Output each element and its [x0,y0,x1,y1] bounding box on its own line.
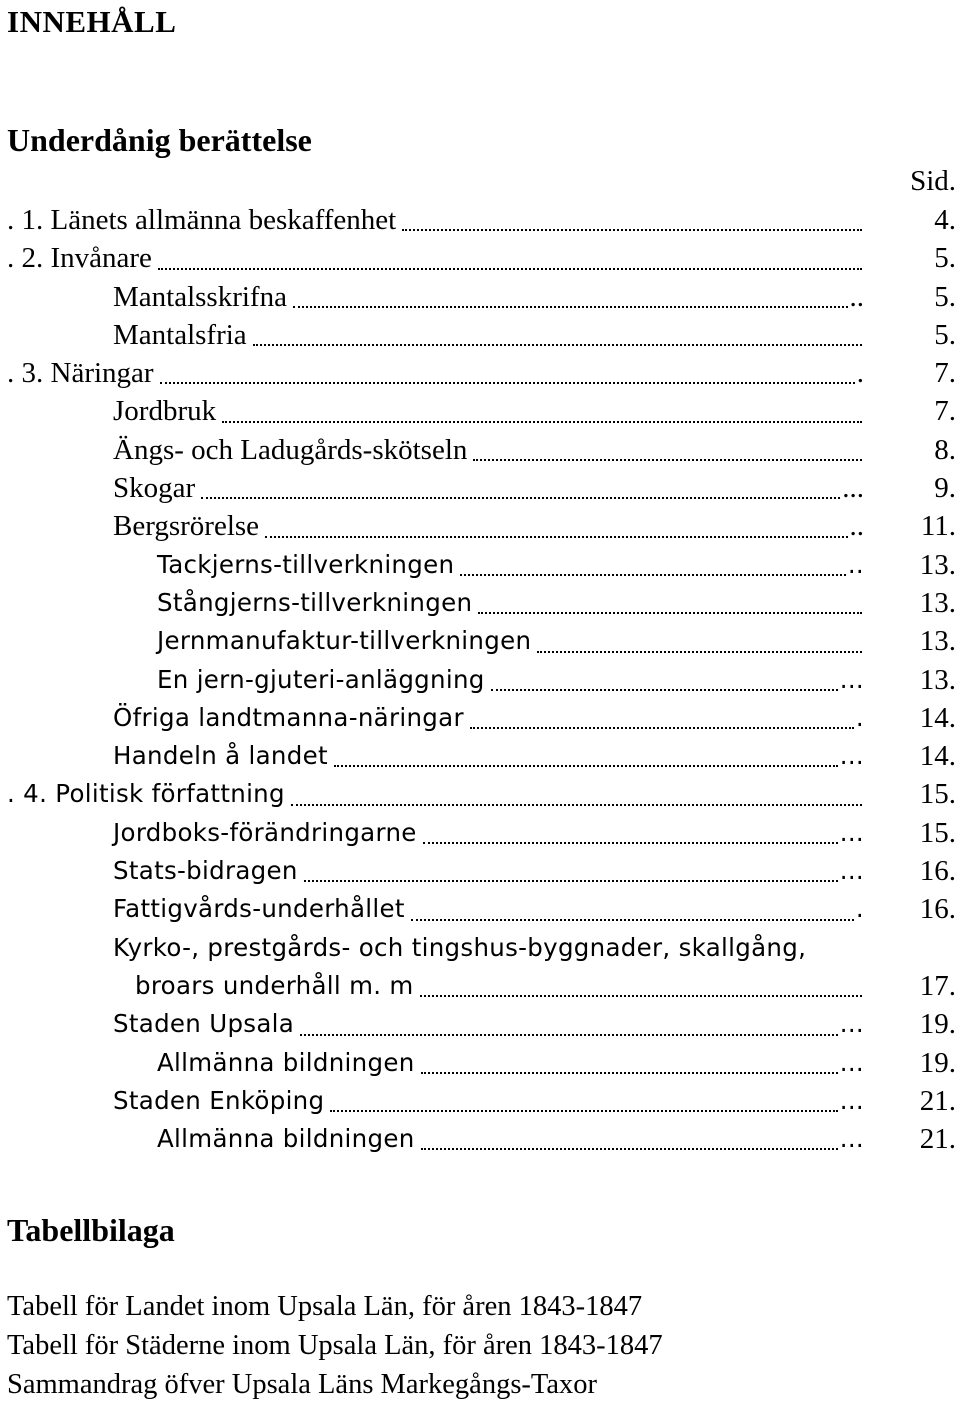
toc-label: Handeln å landet [113,741,328,771]
toc-label: Jordboks-förändringarne [113,817,417,847]
dot-leader [291,802,862,806]
dot-leader [473,457,862,461]
toc-label: . 2. Invånare [7,242,152,275]
toc-row[interactable]: Öfriga landtmanna-näringar . 14. [0,699,960,737]
toc-page-number: 15. [919,816,956,849]
toc-label: Bergsrörelse [113,510,260,543]
dot-leader [421,1146,838,1150]
dot-leader [334,763,838,767]
toc-label: Fattigvårds-underhållet [113,894,405,924]
toc-label: Stångjerns-tillverkningen [157,587,473,617]
toc-page-number: 11. [920,510,956,543]
toc-row[interactable]: . 3. Näringar . 7. [0,354,960,392]
dot-leader [330,1108,837,1112]
toc-page-number: 14. [919,701,956,734]
appendix-item[interactable]: Sammandrag öfver Upsala Läns Markegångs-Taxor [7,1369,597,1400]
toc-label: Staden Upsala [113,1009,295,1039]
toc-page-number: 13. [919,663,956,696]
toc-label: Skogar [113,472,196,505]
toc-page-number: 13. [919,548,956,581]
dot-leader [158,266,862,270]
toc-page-number: 21. [919,1084,956,1117]
toc-label: Allmänna bildningen [157,1047,415,1077]
contents-heading: INNEHÅLL [7,4,177,39]
toc-row[interactable]: Fattigvårds-underhållet . 16. [0,890,960,928]
toc-label: Allmänna bildningen [157,1124,415,1154]
toc-page-number: 15. [919,778,956,811]
toc-row[interactable]: Allmänna bildningen ... 19. [0,1044,960,1082]
dot-leader [421,1070,838,1074]
toc-page-number: 19. [919,1008,956,1041]
toc-page-number: 5. [934,280,956,313]
toc-page-number: 7. [934,395,956,428]
toc-label: Jernmanufaktur-tillverkningen [157,626,532,656]
toc-label: . 1. Länets allmänna beskaffenhet [7,204,397,236]
report-section-title: Underdånig berättelse [7,122,312,158]
toc-label: Staden Enköping [113,1085,325,1115]
toc-page-number: 5. [934,242,956,275]
dot-leader [300,1032,838,1036]
toc-label: Stats-bidragen [113,856,298,886]
appendix-item[interactable]: Tabell för Städerne inom Upsala Län, för åren 1843-1847 [7,1330,663,1361]
dot-leader [537,649,862,653]
toc-row[interactable]: Stats-bidragen ... 16. [0,852,960,890]
dot-leader [423,840,838,844]
appendix-item[interactable]: Tabell för Landet inom Upsala Län, för åren 1843-1847 [7,1291,643,1322]
dot-leader [293,304,848,308]
toc-label: Jordbruk [113,395,217,428]
toc-label: En jern-gjuteri-anläggning [157,664,485,694]
toc-row[interactable] [0,775,960,813]
toc-label: Mantalsskrifna [113,280,287,313]
dot-leader [265,534,847,538]
appendix-list [7,1287,663,1404]
toc-row[interactable] [0,239,960,277]
toc-page-number: 14. [919,740,956,773]
toc-page-number: 21. [919,1123,956,1156]
dot-leader [222,419,862,423]
dot-leader [478,610,862,614]
toc-page-number: 13. [919,586,956,619]
toc-page-number: 4. [934,204,956,236]
dot-leader [411,917,854,921]
table-of-contents [0,201,960,1158]
toc-label: Kyrko-, prestgårds- och tingshus-byggnader, skallgång, [113,932,807,962]
toc-page-number: 8. [934,433,956,466]
toc-row[interactable]: Skogar ... 9. [0,469,960,507]
toc-label: Mantalsfria [113,318,247,351]
toc-row[interactable]: Handeln å landet ... 14. [0,737,960,775]
toc-row[interactable]: Staden Upsala ... 19. [0,1005,960,1043]
toc-page-number: 7. [934,357,956,390]
toc-row[interactable]: En jern-gjuteri-anläggning ... 13. [0,661,960,699]
toc-page-number: 17. [919,969,956,1002]
dot-leader [402,227,862,231]
toc-label: Öfriga landtmanna-näringar [113,702,464,732]
toc-row[interactable] [0,967,960,1005]
toc-row[interactable] [0,392,960,430]
toc-label: Tackjerns-tillverkningen [157,549,455,579]
dot-leader [304,878,838,882]
toc-row[interactable]: Jordboks-förändringarne ... 15. [0,814,960,852]
toc-row[interactable]: Tackjerns-tillverkningen .. 13. [0,546,960,584]
dot-leader [491,687,838,691]
toc-row[interactable] [0,929,960,967]
toc-page-number: 13. [919,625,956,658]
toc-label: . 3. Näringar [7,357,154,390]
toc-page-number: 9. [934,472,956,505]
dot-leader [470,725,854,729]
toc-row[interactable]: Staden Enköping ... 21. [0,1082,960,1120]
toc-row[interactable]: Mantalsskrifna .. 5. [0,278,960,316]
toc-label: broars underhåll m. m [135,970,414,1000]
dot-leader [160,380,855,384]
dot-leader [420,993,862,997]
page-column-label: Sid. [910,165,956,197]
toc-row[interactable]: Bergsrörelse .. 11. [0,507,960,545]
toc-row[interactable]: Allmänna bildningen ... 21. [0,1120,960,1158]
dot-leader [253,342,862,346]
toc-row[interactable] [0,622,960,660]
toc-row[interactable] [0,316,960,354]
dot-leader [201,495,840,499]
toc-page-number: 16. [919,855,956,888]
toc-label: Ängs- och Ladugårds-skötseln [113,433,468,466]
toc-label: . 4. Politisk författning [7,779,285,809]
appendix-title: Tabellbilaga [7,1212,175,1248]
toc-row[interactable] [0,201,960,239]
dot-leader [460,572,846,576]
toc-row[interactable] [0,584,960,622]
toc-page-number: 16. [919,893,956,926]
toc-page-number: 5. [934,318,956,351]
toc-page-number: 19. [919,1046,956,1079]
toc-row[interactable] [0,431,960,469]
